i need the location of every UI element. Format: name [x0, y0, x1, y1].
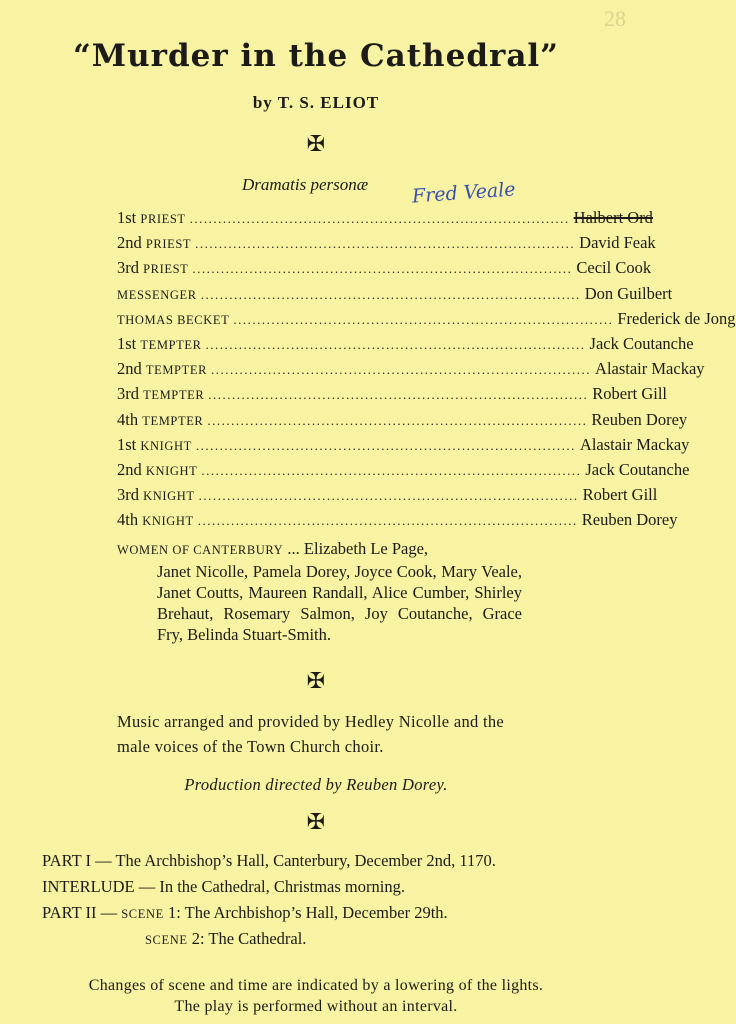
play-title: “Murder in the Cathedral”	[72, 38, 560, 74]
cast-role: 3rd KNIGHT	[117, 485, 195, 505]
cross-ornament-icon: ✠	[306, 132, 326, 157]
cross-ornament-icon: ✠	[306, 669, 326, 694]
women-first-actor: Elizabeth Le Page,	[303, 539, 429, 558]
scene-two-text: 2: The Cathedral.	[191, 929, 307, 948]
interlude-line: INTERLUDE — In the Cathedral, Christmas morning.	[42, 877, 405, 896]
cast-row	[117, 283, 673, 309]
dramatis-personae-heading: Dramatis personæ	[242, 175, 369, 194]
cast-row	[117, 308, 736, 334]
cross-ornament-icon: ✠	[306, 810, 326, 835]
part-two-line: PART II — SCENE 1: The Archbishop’s Hall, December 29th.	[42, 903, 448, 922]
cast-actor: Reuben Dorey	[591, 409, 688, 429]
scene-one-label: SCENE	[121, 907, 164, 921]
cast-actor: Jack Coutanche	[589, 333, 694, 353]
cast-actor: David Feak	[579, 233, 656, 253]
cast-role: 3rd TEMPTER	[117, 384, 205, 404]
leader-dots: ................................................................................	[211, 362, 592, 378]
cast-actor: Robert Gill	[582, 485, 658, 505]
cast-role: 4th KNIGHT	[117, 510, 194, 530]
cast-role: 3rd PRIEST	[117, 258, 189, 278]
part-one-text: The Archbishop’s Hall, Canterbury, December 2nd, 1170.	[115, 851, 496, 870]
scene-two-line	[42, 929, 612, 955]
cast-role: MESSENGER	[117, 287, 197, 302]
cast-row	[117, 510, 678, 535]
cast-actor: Don Guilbert	[584, 283, 673, 303]
cast-actor: Frederick de Jong	[617, 308, 736, 328]
leader-dots: ................................................................................	[208, 387, 589, 403]
leader-dots: ................................................................................	[195, 437, 576, 453]
scene-one-text: 1: The Archbishop’s Hall, December 29th.	[167, 903, 448, 922]
women-actors: Janet Nicolle, Pamela Dorey, Joyce Cook, Mary Veale, Janet Coutts, Maureen Randall, Alice Cumber, Shirley Brehaut, Rosemary Salmon, Joy Coutanche, Grace Fry, Belinda Stuart-Smith.	[157, 562, 522, 644]
cast-actor: Jack Coutanche	[585, 459, 690, 479]
cast-role: 2nd TEMPTER	[117, 359, 208, 379]
part-one-label: PART I	[42, 851, 91, 870]
leader-dots: ................................................................................	[200, 286, 581, 302]
women-of-canterbury	[117, 538, 522, 645]
interlude-text: In the Cathedral, Christmas morning.	[159, 877, 405, 896]
cast-row	[117, 459, 690, 485]
leader-dots: ................................................................................	[198, 488, 579, 504]
cast-actor: Alastair Mackay	[579, 434, 690, 454]
part-one-line: PART I — The Archbishop’s Hall, Canterbury, December 2nd, 1170.	[42, 851, 496, 870]
leader-dots: ................................................................................	[195, 236, 576, 252]
leader-dots: ................................................................................	[197, 513, 578, 529]
handwritten-note: Fred Veale	[411, 178, 517, 208]
cast-list	[117, 208, 736, 535]
cast-actor: Reuben Dorey	[581, 510, 678, 530]
cast-row	[117, 359, 705, 384]
scene-two-label: SCENE	[145, 933, 188, 947]
cast-actor: Cecil Cook	[576, 258, 652, 278]
cast-row	[117, 333, 694, 359]
leader-dots: ................................................................................	[233, 311, 614, 327]
music-credit: Music arranged and provided by Hedley Nicolle and the male voices of the Town Church choir.	[117, 712, 505, 756]
cast-actor: Halbert Ord	[573, 208, 653, 227]
women-role: WOMEN OF CANTERBURY	[117, 543, 284, 557]
cast-role: 2nd PRIEST	[117, 233, 192, 253]
cast-role: 4th TEMPTER	[117, 409, 204, 429]
cast-role: THOMAS BECKET	[117, 312, 230, 327]
cast-row	[117, 384, 667, 409]
cast-row	[117, 233, 656, 258]
cast-row	[117, 409, 688, 435]
cast-role: 2nd KNIGHT	[117, 459, 198, 479]
production-credit: Production directed by Reuben Dorey.	[184, 775, 448, 794]
staging-notes	[0, 975, 632, 1017]
notes-line-1: Changes of scene and time are indicated by a lowering of the lights.	[88, 977, 544, 994]
notes-line-2: The play is performed without an interval.	[174, 998, 458, 1015]
leader-dots: ................................................................................	[207, 412, 588, 428]
scene-schedule	[42, 851, 612, 955]
cast-role: 1st PRIEST	[117, 208, 186, 227]
leader-dots: ................................................................................	[192, 261, 573, 277]
women-leader-dots: ...	[287, 539, 300, 558]
cast-actor: Robert Gill	[592, 384, 667, 404]
cast-actor: Alastair Mackay	[595, 359, 705, 379]
part-two-label: PART II	[42, 903, 97, 922]
leader-dots: ................................................................................	[205, 336, 586, 352]
corner-mark: 28	[604, 6, 626, 31]
cast-row	[117, 485, 658, 510]
author-line: by T. S. ELIOT	[252, 93, 380, 112]
interlude-label: INTERLUDE	[42, 877, 135, 896]
cast-row	[117, 434, 690, 460]
cast-role: 1st TEMPTER	[117, 333, 202, 353]
cast-row	[117, 208, 653, 233]
cast-role: 1st KNIGHT	[117, 434, 192, 454]
leader-dots: ................................................................................	[201, 462, 582, 478]
cast-row	[117, 258, 652, 283]
leader-dots: ................................................................................	[189, 211, 570, 226]
